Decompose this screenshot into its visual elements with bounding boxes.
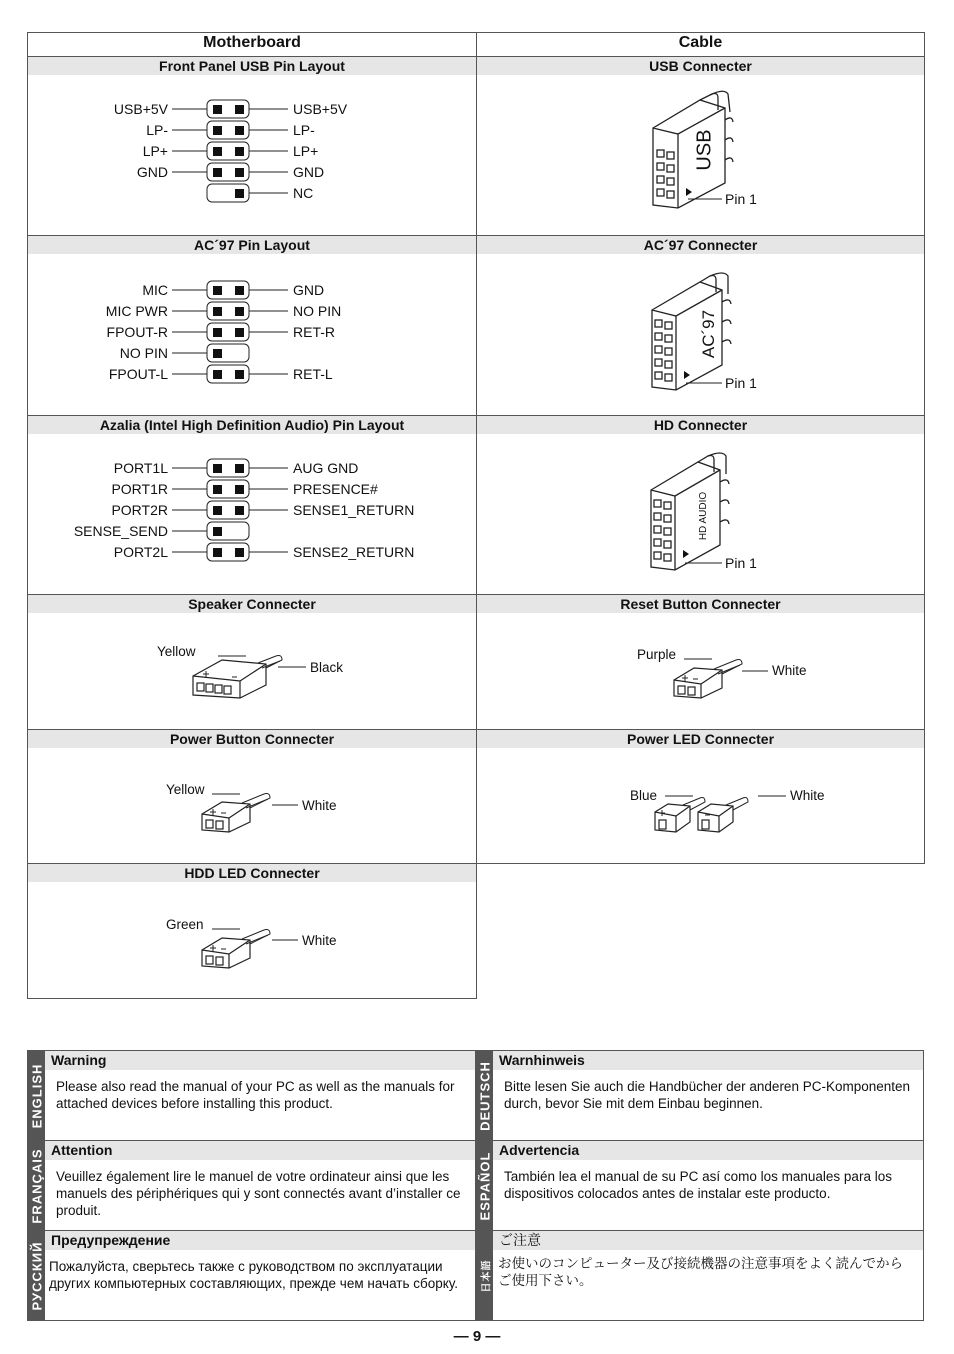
section-power-led: Power LED Connecter — [477, 730, 924, 748]
usb-right-label: USB+5V — [293, 101, 348, 117]
hd-pin1-label: Pin 1 — [725, 555, 757, 571]
power-button-left-wire: Yellow — [166, 782, 205, 797]
ac97-right-label: GND — [293, 282, 325, 298]
lang-label: ESPAÑOL — [477, 1151, 492, 1220]
usb-right-label: GND — [293, 164, 325, 180]
usb-left-label: GND — [136, 164, 168, 180]
warning-text-english: Please also read the manual of your PC as well as the manuals for attached devices before installing this product. — [56, 1079, 455, 1111]
ac97-left-label: FPOUT-L — [108, 366, 168, 382]
usb-pin1-label: Pin 1 — [725, 191, 757, 207]
ac97-left-label: MIC — [142, 282, 168, 298]
hdd-led-right-wire: White — [302, 933, 337, 948]
power-led-left-wire: Blue — [630, 788, 658, 803]
hd-right-label: SENSE1_RETURN — [293, 502, 415, 518]
usb-left-label: LP+ — [142, 143, 168, 159]
hd-connector-text: HD AUDIO — [698, 491, 710, 541]
hd-left-label: PORT2L — [113, 544, 168, 560]
reset-right-wire: White — [772, 663, 807, 678]
usb-right-label: LP- — [293, 122, 315, 138]
section-usb-cable: USB Connecter — [477, 57, 924, 75]
section-power-button: Power Button Connecter — [28, 730, 476, 748]
warning-text-russian: Пожалуйста, сверьтесь также с руководством по эксплуатации других компьютерных составляющих, прежде чем начать сборку. — [49, 1259, 458, 1291]
hd-right-label: AUG GND — [293, 460, 359, 476]
lang-label: ENGLISH — [29, 1063, 44, 1128]
usb-connector-text: USB — [693, 129, 716, 171]
ac97-left-label: MIC PWR — [105, 303, 168, 319]
hdd-led-left-wire: Green — [166, 917, 204, 932]
speaker-right-wire: Black — [310, 660, 344, 675]
page-number: — 9 — — [453, 1328, 501, 1345]
hd-left-label: PORT2R — [111, 502, 168, 518]
lang-label: РУССКИЙ — [29, 1241, 44, 1310]
lang-label: 日本語 — [481, 1259, 492, 1292]
ac97-connector-text: AC´97 — [699, 309, 719, 359]
ac97-left-label: NO PIN — [119, 345, 168, 361]
section-hd-cable: HD Connecter — [477, 416, 924, 434]
ac97-right-label: RET-L — [293, 366, 333, 382]
lang-tab-espanol — [476, 1141, 493, 1230]
reset-left-wire: Purple — [637, 647, 677, 662]
usb-left-label: LP- — [146, 122, 168, 138]
section-hd-layout: Azalia (Intel High Definition Audio) Pin Layout — [28, 416, 476, 434]
hd-left-label: SENSE_SEND — [73, 523, 168, 539]
power-button-right-wire: White — [302, 798, 337, 813]
lang-label: DEUTSCH — [477, 1060, 492, 1131]
power-led-right-wire: White — [790, 788, 825, 803]
warning-text-japanese: お使いのコンピューター及び接続機器の注意事項をよく読んでからご使用下さい。 — [498, 1256, 903, 1288]
lang-tab-japanese — [476, 1231, 493, 1320]
section-speaker: Speaker Connecter — [28, 595, 476, 613]
ac97-pin1-label: Pin 1 — [725, 375, 757, 391]
hd-right-label: PRESENCE# — [293, 481, 378, 497]
section-usb-layout: Front Panel USB Pin Layout — [28, 57, 476, 75]
warning-title-english: Warning — [45, 1051, 475, 1070]
lang-tab-deutsch — [476, 1051, 493, 1140]
ac97-right-label: RET-R — [293, 324, 335, 340]
hd-left-label: PORT1R — [111, 481, 168, 497]
ac97-left-label: FPOUT-R — [106, 324, 168, 340]
lang-label: FRANÇAIS — [29, 1147, 44, 1224]
warning-text-deutsch: Bitte lesen Sie auch die Handbücher der anderen PC-Komponenten durch, bevor Sie mit dem Einbau beginnen. — [504, 1079, 911, 1111]
warning-title-francais: Attention — [45, 1141, 475, 1160]
speaker-left-wire: Yellow — [157, 644, 196, 659]
section-reset: Reset Button Connecter — [477, 595, 924, 613]
warning-text-espanol: También lea el manual de su PC así como los manuales para los dispositivos colocados antes de instalar este producto. — [504, 1169, 892, 1201]
usb-right-label: LP+ — [293, 143, 319, 159]
column-header-motherboard: Motherboard — [203, 34, 301, 51]
warning-text-francais: Veuillez également lire le manuel de votre ordinateur ainsi que les manuels des périphériques qui y sont connectés avant d’installer ce produit. — [56, 1169, 461, 1218]
section-ac97-cable: AC´97 Connecter — [477, 236, 924, 254]
warning-title-russian: Предупреждение — [45, 1231, 475, 1250]
column-header-cable: Cable — [678, 34, 723, 51]
hd-left-label: PORT1L — [113, 460, 168, 476]
usb-right-label: NC — [293, 185, 314, 201]
section-hdd-led: HDD LED Connecter — [28, 864, 476, 882]
warning-title-espanol: Advertencia — [493, 1141, 923, 1160]
ac97-right-label: NO PIN — [293, 303, 342, 319]
warning-title-japanese: ご注意 — [493, 1231, 923, 1250]
section-ac97-layout: AC´97 Pin Layout — [28, 236, 476, 254]
lang-tab-russian — [28, 1231, 45, 1320]
usb-left-label: USB+5V — [113, 101, 168, 117]
lang-tab-francais — [28, 1141, 45, 1230]
hd-right-label: SENSE2_RETURN — [293, 544, 415, 560]
lang-tab-english — [28, 1051, 45, 1140]
warning-title-deutsch: Warnhinweis — [493, 1051, 923, 1070]
